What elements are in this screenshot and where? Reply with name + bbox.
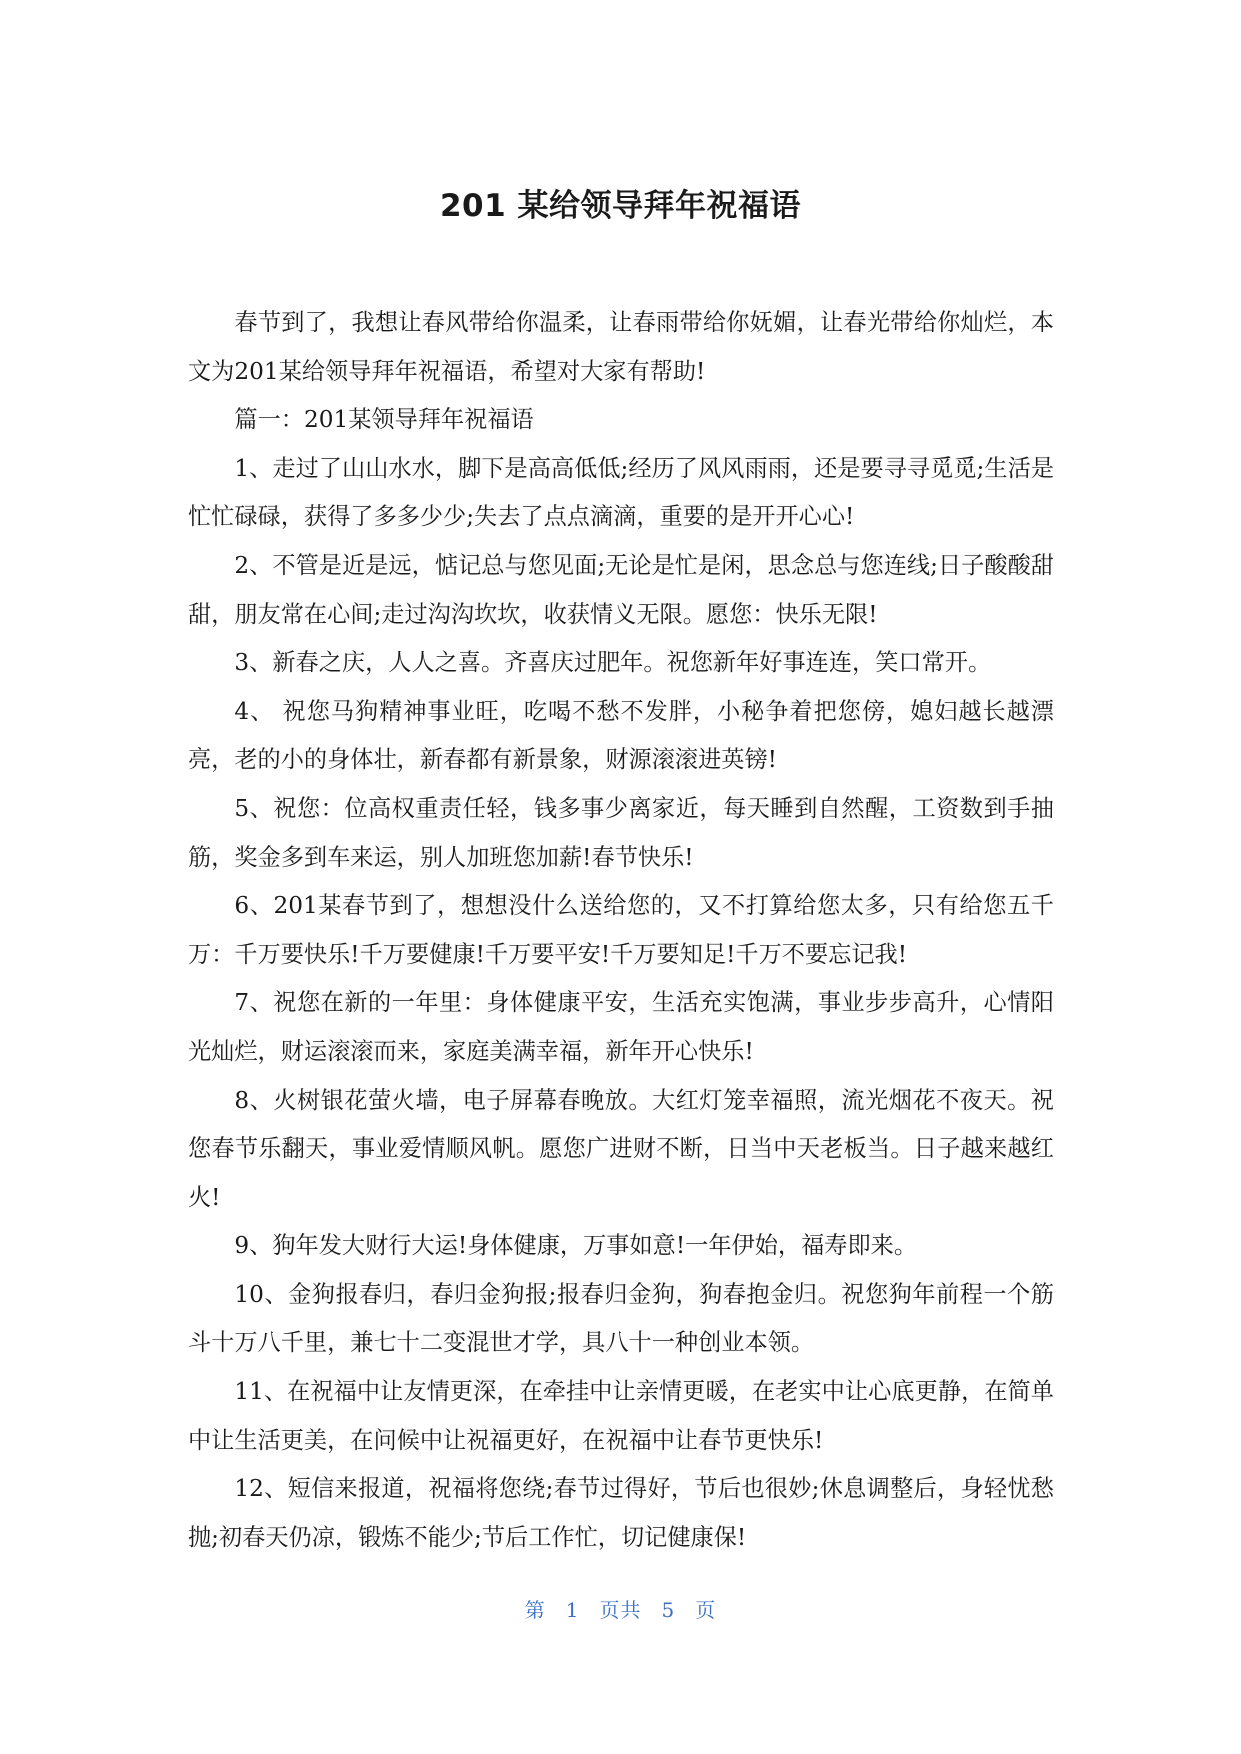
paragraph-item-11: 11、在祝福中让友情更深，在牵挂中让亲情更暖，在老实中让心底更静，在简单中让生活更美，在问候中让祝福更好，在祝福中让春节更快乐! (188, 1378, 1054, 1454)
paragraph-item-5: 5、祝您：位高权重责任轻，钱多事少离家近，每天睡到自然醒，工资数到手抽筋，奖金多到车来运，别人加班您加薪!春节快乐! (188, 794, 1054, 871)
paragraph-item-9: 9、狗年发大财行大运!身体健康，万事如意!一年伊始，福寿即来。 (234, 1232, 918, 1260)
paragraph-item-12: 12、短信来报道，祝福将您绕;春节过得好，节后也很妙;休息调整后，身轻忧愁抛;初春天仍凉，锻炼不能少;节后工作忙，切记健康保! (188, 1475, 1054, 1551)
paragraph-item-10: 10、金狗报春归，春归金狗报;报春归金狗，狗春抱金归。祝您狗年前程一个筋斗十万八千里，兼七十二变混世才学，具八十一种创业本领。 (188, 1280, 1054, 1357)
paragraph-item-7: 7、祝您在新的一年里：身体健康平安，生活充实饱满，事业步步高升，心情阳光灿烂，财运滚滚而来，家庭美满幸福，新年开心快乐! (188, 989, 1054, 1065)
paragraph-item-2: 2、不管是近是远，惦记总与您见面;无论是忙是闲，思念总与您连线;日子酸酸甜甜，朋友常在心间;走过沟沟坎坎，收获情义无限。愿您：快乐无限! (188, 551, 1054, 628)
paragraph-item-8: 8、火树银花萤火墙，电子屏幕春晚放。大红灯笼幸福照，流光烟花不夜天。祝您春节乐翻天，事业爱情顺风帆。愿您广进财不断，日当中天老板当。日子越来越红火! (188, 1086, 1054, 1211)
document-body (188, 299, 1054, 1562)
paragraph-item-4: 4、 祝您马狗精神事业旺，吃喝不愁不发胖，小秘争着把您傍，媳妇越长越漂亮，老的小的身体壮，新春都有新景象，财源滚滚进英镑! (188, 697, 1054, 774)
paragraph-item-6: 6、201某春节到了，想想没什么送给您的，又不打算给您太多，只有给您五千万：千万要快乐!千万要健康!千万要平安!千万要知足!千万不要忘记我! (188, 892, 1054, 968)
page-footer (0, 1596, 1241, 1624)
page-mid-label: 页共 (599, 1598, 642, 1622)
page-end-label: 页 (695, 1598, 717, 1622)
paragraph-item-3: 3、新春之庆，人人之喜。齐喜庆过肥年。祝您新年好事连连，笑口常开。 (234, 649, 992, 677)
paragraph-section-heading: 篇一：201某领导拜年祝福语 (234, 406, 534, 434)
page-label: 第 (524, 1598, 546, 1622)
total-pages-number: 5 (661, 1598, 676, 1622)
current-page-number: 1 (565, 1598, 580, 1622)
document-title: 201 某给领导拜年祝福语 (439, 188, 801, 224)
paragraph-intro: 春节到了，我想让春风带给你温柔，让春雨带给你妩媚，让春光带给你灿烂，本文为201某给领导拜年祝福语，希望对大家有帮助! (188, 309, 1054, 385)
paragraph-item-1: 1、走过了山山水水，脚下是高高低低;经历了风风雨雨，还是要寻寻觅觅;生活是忙忙碌碌，获得了多多少少;失去了点点滴滴，重要的是开开心心! (188, 454, 1054, 531)
